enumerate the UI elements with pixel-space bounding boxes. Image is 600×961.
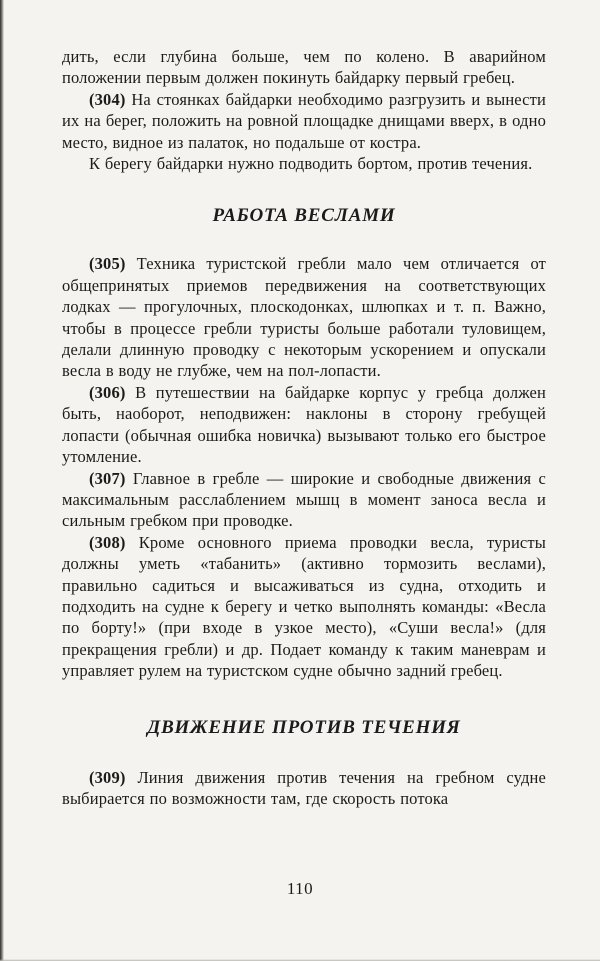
- paragraph-continuation: [62, 46, 546, 89]
- paragraph-text: Линия движения против течения на гребном судне выбирается по возможности там, где скорость потока: [62, 767, 546, 808]
- text-block: [62, 46, 546, 809]
- paragraph-text: В путешествии на байдарке корпус у гребца должен быть, наоборот, неподвижен: наклоны в сторону гребущей лопасти (обычная ошибка новичка) вызывают только его быстрое утомление.: [62, 382, 546, 467]
- paragraph-text: Главное в гребле — широкие и свободные движения с максимальным расслаблением мышц в момент заноса весла и сильным гребком при проводке.: [62, 468, 546, 531]
- paragraph-number: (306): [89, 382, 126, 402]
- paragraph-306: [62, 382, 546, 468]
- paragraph-text: дить, если глубина больше, чем по колено. В аварийном положении первым должен покинуть байдарку первый гребец.: [62, 47, 546, 88]
- paragraph-shore: [62, 153, 546, 174]
- scan-edge-left: [0, 0, 4, 961]
- paragraph-number: (305): [89, 254, 126, 274]
- paragraph-number: (304): [89, 89, 126, 109]
- paragraph-305: [62, 253, 546, 381]
- paragraph-304: [62, 89, 546, 153]
- paragraph-308: [62, 532, 546, 682]
- page-number: 110: [286, 879, 314, 898]
- paragraph-307: [62, 468, 546, 532]
- paragraph-309: [62, 767, 546, 810]
- paragraph-number: (307): [89, 468, 126, 488]
- paragraph-number: (309): [89, 767, 126, 787]
- paragraph-text: К берегу байдарки нужно подводить бортом, против течения.: [89, 154, 533, 174]
- paragraph-text: На стоянках байдарки необходимо разгрузить и вынести их на берег, положить на ровной площадке днищами вверх, в одно место, видное из палаток, но подальше от костра.: [62, 89, 546, 152]
- section-heading-oars: РАБОТА ВЕСЛАМИ: [212, 205, 396, 227]
- paragraph-number: (308): [89, 532, 126, 552]
- paragraph-text: Кроме основного приема проводки весла, туристы должны уметь «табанить» (активно тормозить веслами), правильно садиться и высаживаться из судна, отходить и подходить на судне к берегу и четко выполнять команды: «Весла по борту!» (при входе в узкое место), «Суши весла!» (для прекращения гребли) и др. Подает команду к таким маневрам и управляет рулем на туристском судне обычно задний гребец.: [62, 532, 546, 681]
- section-heading-upstream: ДВИЖЕНИЕ ПРОТИВ ТЕЧЕНИЯ: [147, 716, 461, 738]
- paragraph-text: Техника туристской гребли мало чем отличается от общепринятых приемов передвижения на соответствующих лодках — прогулочных, плоскодонках, шлюпках и т. п. Важно, чтобы в процессе гребли туристы больше работали туловищем, делали длинную проводку с некоторым ускорением и опускали весла в воду не глубже, чем на пол-лопасти.: [62, 254, 546, 381]
